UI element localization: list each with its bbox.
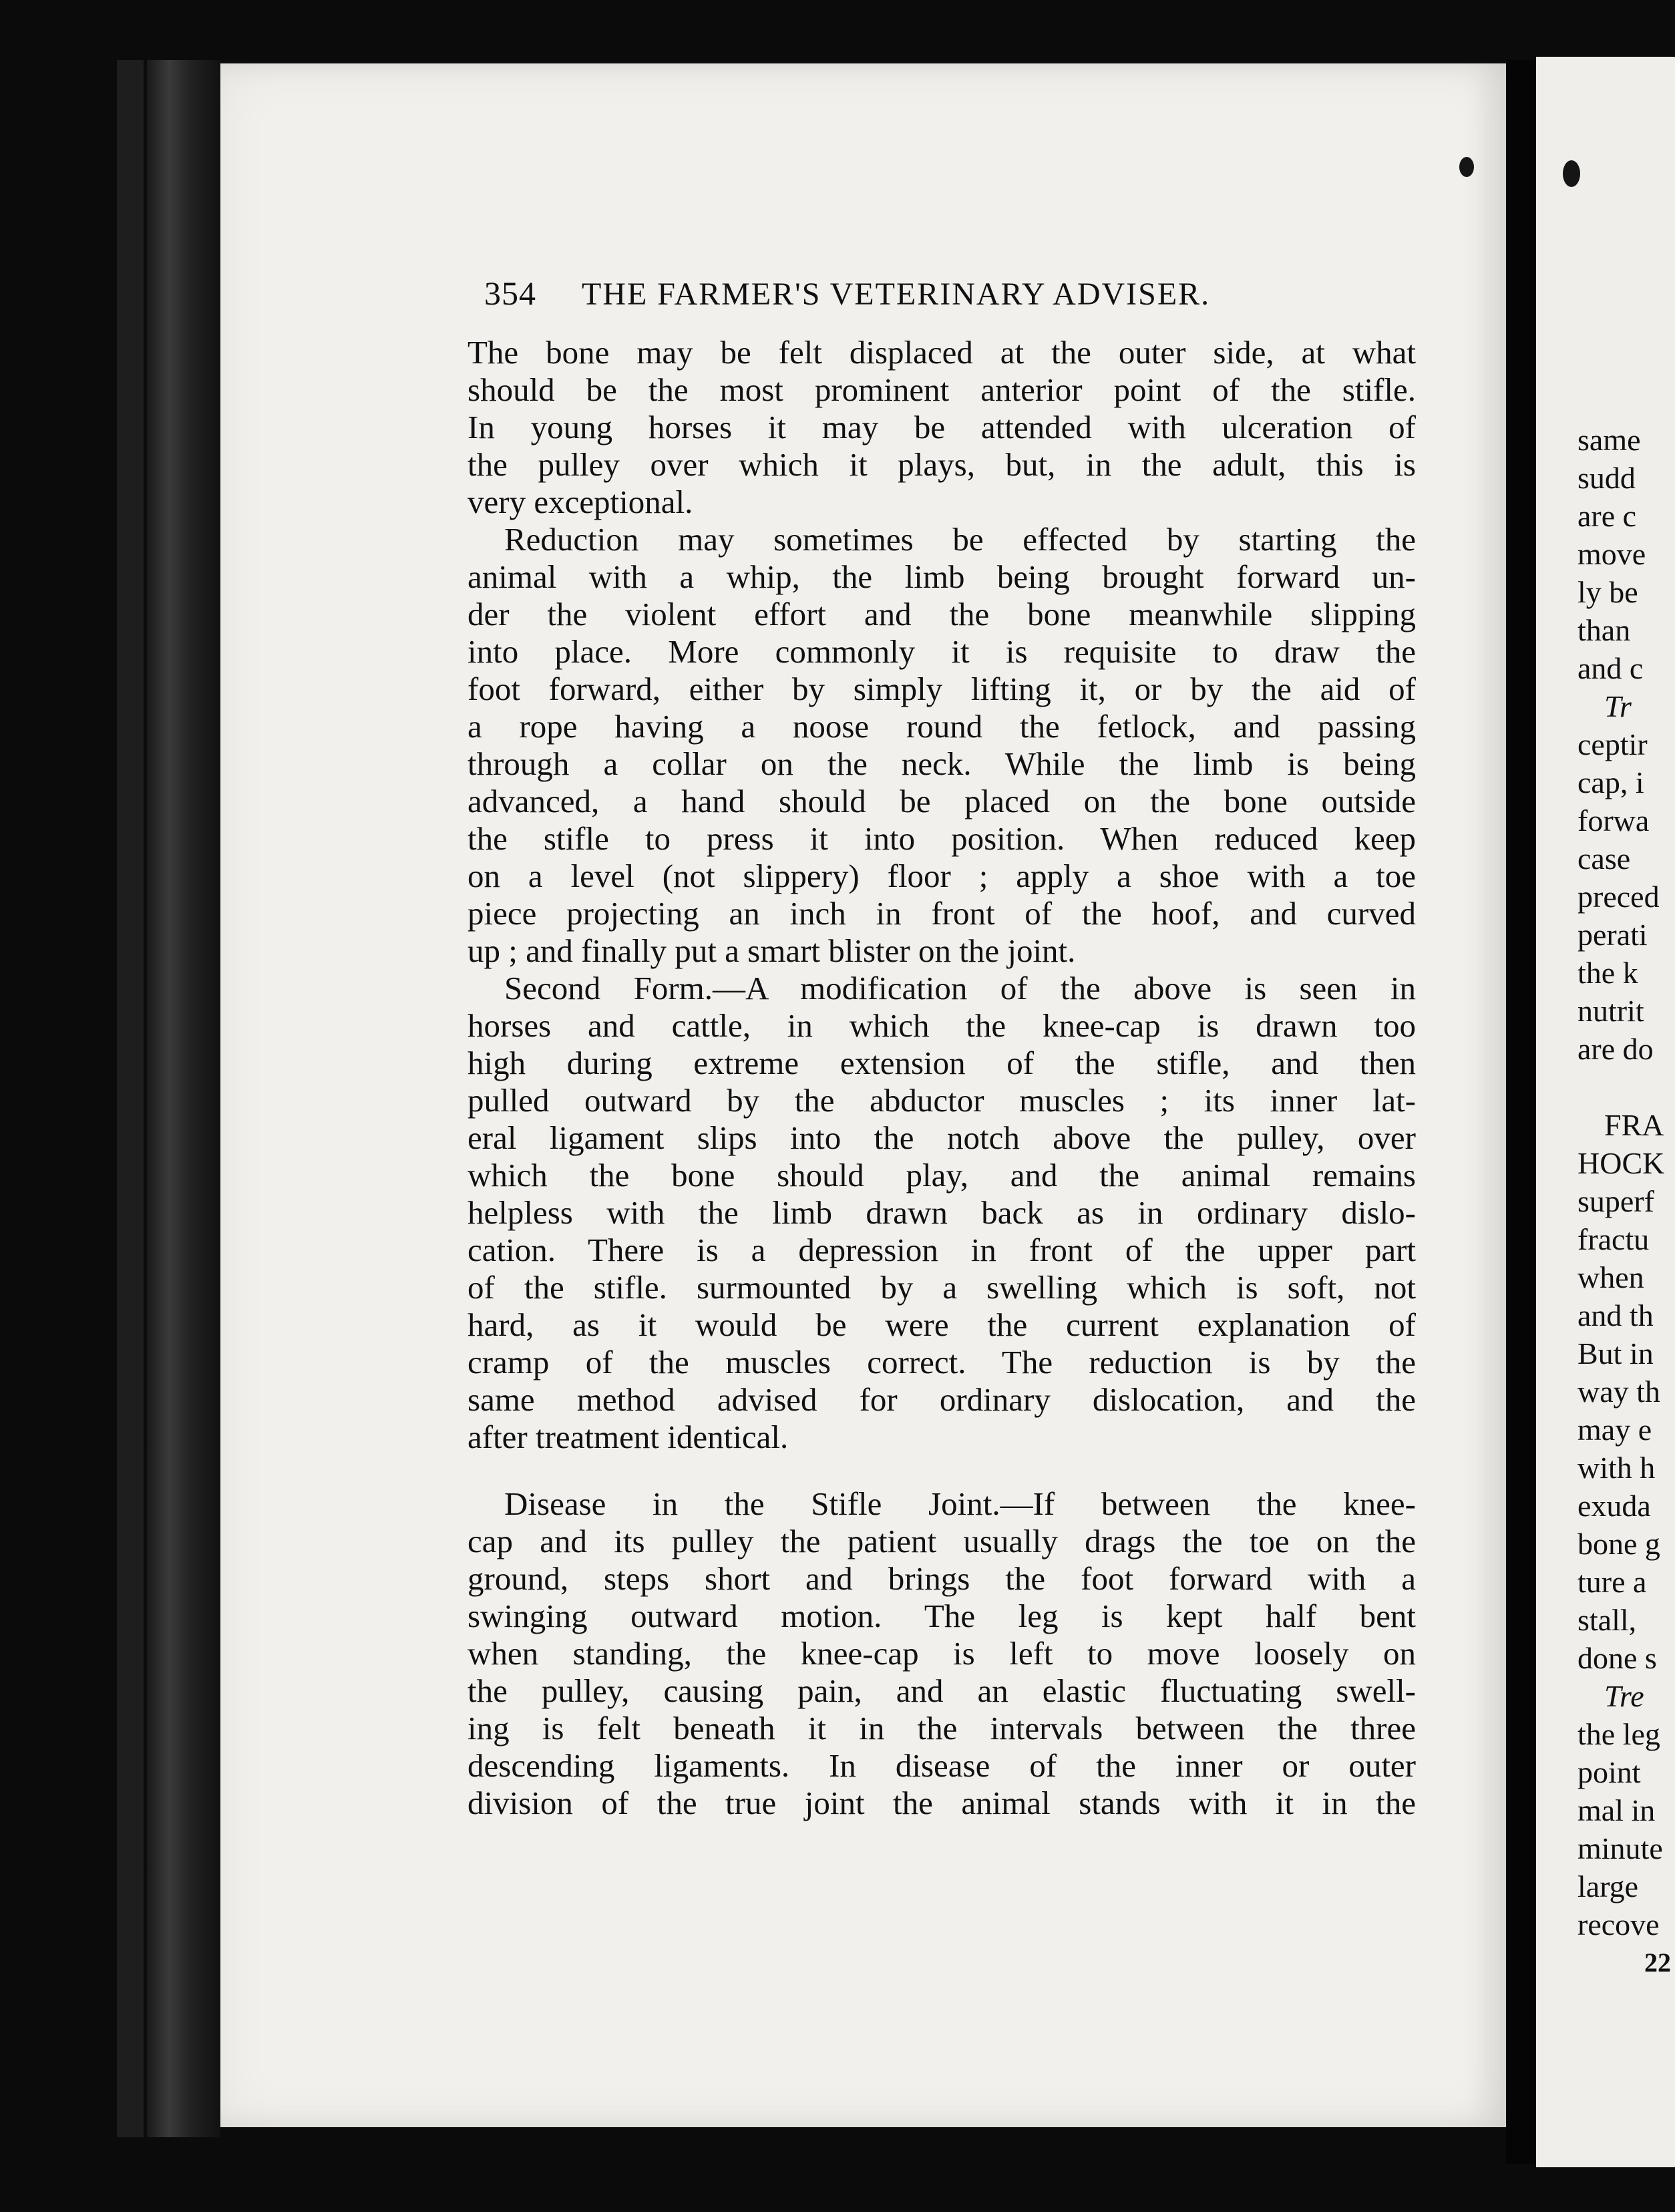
text-line: cation. There is a depression in front of the upper part: [468, 1232, 1416, 1268]
text-line: the pulley over which it plays, but, in the adult, this is: [468, 446, 1416, 483]
right-line: forwa: [1577, 803, 1650, 838]
page-gutter: [1506, 60, 1536, 2164]
right-line: But in: [1577, 1336, 1654, 1370]
text-line: division of the true joint the animal stands with it in the: [468, 1785, 1416, 1821]
text-line: a rope having a noose round the fetlock, and passing: [468, 708, 1416, 745]
right-line: large: [1577, 1869, 1639, 1903]
running-title: THE FARMER'S VETERINARY ADVISER.: [582, 276, 1211, 312]
right-line: HOCK: [1577, 1146, 1665, 1180]
right-line: than: [1577, 613, 1631, 647]
right-line: way th: [1577, 1374, 1660, 1409]
right-line: minute: [1577, 1831, 1663, 1865]
book-edge: [117, 60, 144, 2137]
right-line: case: [1577, 842, 1631, 876]
text-line: In young horses it may be attended with ulceration of: [468, 409, 1416, 445]
right-line: point: [1577, 1755, 1641, 1789]
right-line: move: [1577, 537, 1646, 571]
book-spine: [147, 60, 220, 2137]
right-line: and c: [1577, 651, 1644, 685]
right-line: done s: [1577, 1641, 1657, 1675]
text-line: horses and cattle, in which the knee-cap is drawn too: [468, 1007, 1416, 1044]
right-line: Tr: [1604, 689, 1632, 723]
right-line: same: [1577, 423, 1641, 457]
page-body: [468, 334, 1416, 1822]
text-line: when standing, the knee-cap is left to move loosely on: [468, 1635, 1416, 1672]
text-line: ing is felt beneath it in the intervals between the three: [468, 1710, 1416, 1746]
text-line: advanced, a hand should be placed on the bone outside: [468, 783, 1416, 819]
text-line: swinging outward motion. The leg is kept half bent: [468, 1598, 1416, 1634]
right-page-signature: 22: [1644, 1948, 1671, 1978]
text-line: through a collar on the neck. While the limb is being: [468, 745, 1416, 782]
page-header: [484, 274, 1286, 314]
text-line: same method advised for ordinary dislocation, and the: [468, 1381, 1416, 1418]
right-line: superf: [1577, 1184, 1654, 1218]
text-line: animal with a whip, the limb being brought forward un-: [468, 558, 1416, 595]
text-line: eral ligament slips into the notch above the pulley, over: [468, 1119, 1416, 1156]
text-line: hard, as it would be were the current explanation of: [468, 1306, 1416, 1343]
right-line: bone g: [1577, 1527, 1660, 1561]
right-line: preced: [1577, 880, 1660, 914]
text-line: into place. More commonly it is requisite to draw the: [468, 633, 1416, 670]
right-line: ly be: [1577, 575, 1638, 609]
right-line: fractu: [1577, 1222, 1650, 1256]
text-line: after treatment identical.: [468, 1419, 789, 1455]
right-line: ture a: [1577, 1565, 1647, 1599]
section-heading-line: Disease in the Stifle Joint.—If between the knee-: [504, 1485, 1416, 1522]
text-line: ground, steps short and brings the foot forward with a: [468, 1560, 1416, 1597]
text-line: up ; and finally put a smart blister on the joint.: [468, 932, 1076, 969]
right-line: cap, i: [1577, 765, 1644, 799]
text-line: which the bone should play, and the animal remains: [468, 1157, 1416, 1193]
right-page-text: [1577, 421, 1671, 1982]
text-line: pulled outward by the abductor muscles ; its inner lat-: [468, 1082, 1416, 1119]
right-line: mal in: [1577, 1793, 1656, 1827]
text-line: of the stifle. surmounted by a swelling which is soft, not: [468, 1269, 1416, 1306]
text-line: the stifle to press it into position. When reduced keep: [468, 820, 1416, 857]
right-line: stall,: [1577, 1603, 1637, 1637]
right-line: Tre: [1604, 1679, 1644, 1713]
right-line: nutrit: [1577, 994, 1644, 1028]
text-line: Reduction may sometimes be effected by starting the: [504, 521, 1416, 558]
text-line: cramp of the muscles correct. The reduction is by the: [468, 1344, 1416, 1380]
right-page: [1536, 57, 1675, 2167]
text-line: high during extreme extension of the stifle, and then: [468, 1045, 1416, 1081]
text-line: very exceptional.: [468, 484, 693, 520]
right-line: FRA: [1604, 1108, 1664, 1142]
right-line: recove: [1577, 1907, 1660, 1942]
right-line: with h: [1577, 1451, 1656, 1485]
right-line: and th: [1577, 1298, 1654, 1332]
page-number: 354: [484, 274, 536, 312]
right-line-blank: [1577, 1068, 1671, 1106]
right-line: when: [1577, 1260, 1644, 1294]
right-line: are do: [1577, 1032, 1654, 1066]
paragraph-gap: [468, 1456, 1416, 1485]
text-line: on a level (not slippery) floor ; apply a shoe with a toe: [468, 858, 1416, 894]
text-line: foot forward, either by simply lifting it, or by the aid of: [468, 671, 1416, 707]
right-line: the leg: [1577, 1717, 1660, 1751]
text-line: descending ligaments. In disease of the inner or outer: [468, 1747, 1416, 1784]
text-line: piece projecting an inch in front of the hoof, and curved: [468, 895, 1416, 932]
text-line: should be the most prominent anterior point of the stifle.: [468, 371, 1416, 408]
text-line: helpless with the limb drawn back as in ordinary dislo-: [468, 1194, 1416, 1231]
right-line: sudd: [1577, 461, 1636, 495]
text-line: the pulley, causing pain, and an elastic fluctuating swell-: [468, 1672, 1416, 1709]
right-line: are c: [1577, 499, 1637, 533]
right-line: perati: [1577, 918, 1648, 952]
text-line: Second Form.—A modification of the above is seen in: [504, 970, 1416, 1006]
text-line: The bone may be felt displaced at the outer side, at what: [468, 334, 1416, 371]
scan-speck: [1563, 160, 1580, 187]
text-line: der the violent effort and the bone meanwhile slipping: [468, 596, 1416, 632]
right-line: the k: [1577, 956, 1638, 990]
scan-speck: [1459, 157, 1474, 177]
text-line: cap and its pulley the patient usually drags the toe on the: [468, 1523, 1416, 1559]
right-line: may e: [1577, 1413, 1652, 1447]
right-line: exuda: [1577, 1489, 1651, 1523]
right-line: ceptir: [1577, 727, 1648, 761]
